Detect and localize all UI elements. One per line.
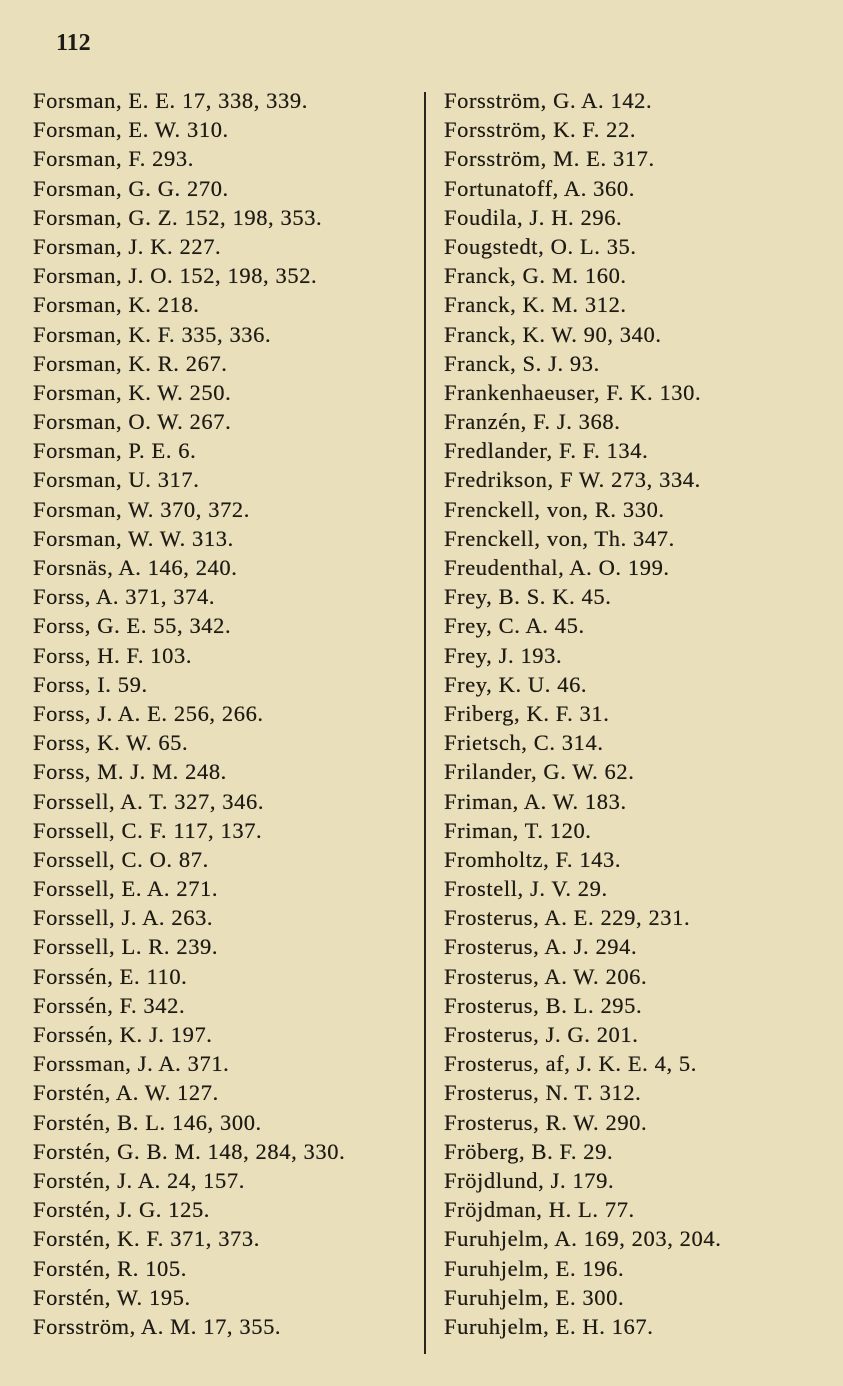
index-entry: Forss, K. W. 65. — [33, 730, 189, 756]
index-entry: Forsman, K. 218. — [33, 292, 200, 318]
index-entry: Friman, T. 120. — [444, 817, 592, 843]
index-entry: Forssell, J. A. 263. — [33, 905, 214, 931]
index-entry: Fredlander, F. F. 134. — [444, 438, 649, 464]
index-entry: Forsman, W. W. 313. — [33, 525, 234, 551]
index-entry: Frosterus, A. J. 294. — [444, 934, 638, 960]
index-entry: Furuhjelm, A. 169, 203, 204. — [444, 1226, 722, 1252]
index-entry: Frenckell, von, R. 330. — [444, 496, 665, 522]
index-entry: Forsman, G. Z. 152, 198, 353. — [33, 204, 323, 230]
column-divider — [424, 92, 426, 1354]
index-entry: Forssell, E. A. 271. — [33, 876, 219, 902]
index-entry: Fröjdman, H. L. 77. — [444, 1197, 635, 1223]
index-entry: Forsman, U. 317. — [33, 467, 200, 493]
index-entry: Forstén, W. 195. — [33, 1284, 191, 1310]
index-entry: Forstén, G. B. M. 148, 284, 330. — [33, 1138, 346, 1164]
index-entry: Forssén, F. 342. — [33, 992, 186, 1018]
index-entry: Forsman, J. O. 152, 198, 352. — [33, 263, 318, 289]
index-entry: Frey, C. A. 45. — [444, 613, 585, 639]
index-entry: Franck, G. M. 160. — [444, 263, 627, 289]
index-entry: Forsman, K. R. 267. — [33, 350, 228, 376]
index-entry: Forssén, E. 110. — [33, 963, 188, 989]
index-entry: Furuhjelm, E. H. 167. — [444, 1313, 654, 1339]
index-entry: Frosterus, R. W. 290. — [444, 1109, 648, 1135]
index-entry: Foudila, J. H. 296. — [444, 204, 623, 230]
index-column-right — [444, 86, 843, 1341]
index-entry: Forsnäs, A. 146, 240. — [33, 555, 238, 580]
index-entry: Frosterus, N. T. 312. — [444, 1080, 642, 1106]
index-entry: Forssell, C. O. 87. — [33, 846, 209, 872]
index-entry: Forssell, L. R. 239. — [33, 934, 219, 960]
index-entry: Frostell, J. V. 29. — [444, 876, 608, 902]
index-entry: Forsman, E. W. 310. — [33, 117, 229, 143]
index-entry: Friberg, K. F. 31. — [444, 700, 610, 726]
index-entry: Forss, J. A. E. 256, 266. — [33, 700, 264, 726]
index-entry: Forsman, W. 370, 372. — [33, 496, 250, 522]
index-entry: Frey, B. S. K. 45. — [444, 584, 612, 610]
index-entry: Forstén, R. 105. — [33, 1255, 187, 1281]
index-entry: Franck, S. J. 93. — [444, 350, 600, 376]
index-entry: Forsman, P. E. 6. — [33, 438, 197, 464]
index-entry: Forss, I. 59. — [33, 671, 148, 697]
index-entry: Frey, J. 193. — [444, 642, 563, 668]
index-entry: Forssell, A. T. 327, 346. — [33, 788, 265, 814]
index-entry: Frosterus, B. L. 295. — [444, 992, 643, 1018]
index-entry: Franzén, F. J. 368. — [444, 409, 621, 435]
index-entry: Frankenhaeuser, F. K. 130. — [444, 379, 702, 405]
index-entry: Forss, M. J. M. 248. — [33, 759, 227, 785]
page-number: 112 — [56, 30, 91, 56]
index-entry: Fröberg, B. F. 29. — [444, 1138, 614, 1164]
index-entry: Forsström, G. A. 142. — [444, 88, 653, 113]
index-entry: Forsman, O. W. 267. — [33, 409, 232, 435]
index-entry: Forstén, A. W. 127. — [33, 1080, 219, 1106]
index-entry: Forstén, B. L. 146, 300. — [33, 1109, 262, 1135]
index-entry: Fromholtz, F. 143. — [444, 846, 622, 872]
index-entry: Forstén, J. G. 125. — [33, 1197, 211, 1223]
index-entry: Freudenthal, A. O. 199. — [444, 555, 670, 580]
index-entry: Forsman, J. K. 227. — [33, 233, 222, 259]
index-entry: Forssell, C. F. 117, 137. — [33, 817, 263, 843]
index-entry: Forsman, F. 293. — [33, 146, 194, 172]
index-entry: Forsman, K. W. 250. — [33, 379, 232, 405]
index-entry: Frietsch, C. 314. — [444, 730, 604, 756]
index-entry: Frosterus, J. G. 201. — [444, 1022, 639, 1047]
index-entry: Forsman, E. E. 17, 338, 339. — [33, 88, 308, 113]
index-entry: Franck, K. W. 90, 340. — [444, 321, 662, 347]
index-entry: Forsström, K. F. 22. — [444, 117, 637, 143]
index-entry: Forsström, M. E. 317. — [444, 146, 655, 172]
index-entry: Fortunatoff, A. 360. — [444, 175, 635, 201]
index-entry: Forstén, K. F. 371, 373. — [33, 1226, 260, 1252]
index-entry: Forsström, A. M. 17, 355. — [33, 1313, 282, 1339]
index-entry: Frosterus, A. W. 206. — [444, 963, 648, 989]
index-entry: Forsman, K. F. 335, 336. — [33, 321, 272, 347]
index-entry: Forstén, J. A. 24, 157. — [33, 1167, 245, 1193]
index-entry: Frey, K. U. 46. — [444, 671, 588, 697]
index-entry: Friman, A. W. 183. — [444, 788, 627, 814]
index-entry: Fougstedt, O. L. 35. — [444, 233, 637, 259]
index-entry: Frilander, G. W. 62. — [444, 759, 635, 785]
index-entry: Forss, G. E. 55, 342. — [33, 613, 232, 639]
index-entry: Furuhjelm, E. 196. — [444, 1255, 625, 1281]
index-entry: Furuhjelm, E. 300. — [444, 1284, 625, 1310]
index-column-left — [33, 86, 433, 1341]
index-entry: Frosterus, A. E. 229, 231. — [444, 905, 691, 931]
index-entry: Franck, K. M. 312. — [444, 292, 627, 318]
index-entry: Fröjdlund, J. 179. — [444, 1167, 615, 1193]
index-entry: Fredrikson, F W. 273, 334. — [444, 467, 701, 493]
index-entry: Frosterus, af, J. K. E. 4, 5. — [444, 1051, 698, 1077]
index-entry: Forss, H. F. 103. — [33, 642, 193, 668]
index-entry: Frenckell, von, Th. 347. — [444, 525, 675, 551]
index-entry: Forssman, J. A. 371. — [33, 1051, 230, 1077]
index-entry: Forsman, G. G. 270. — [33, 175, 229, 201]
index-entry: Forssén, K. J. 197. — [33, 1022, 213, 1047]
index-entry: Forss, A. 371, 374. — [33, 584, 216, 610]
